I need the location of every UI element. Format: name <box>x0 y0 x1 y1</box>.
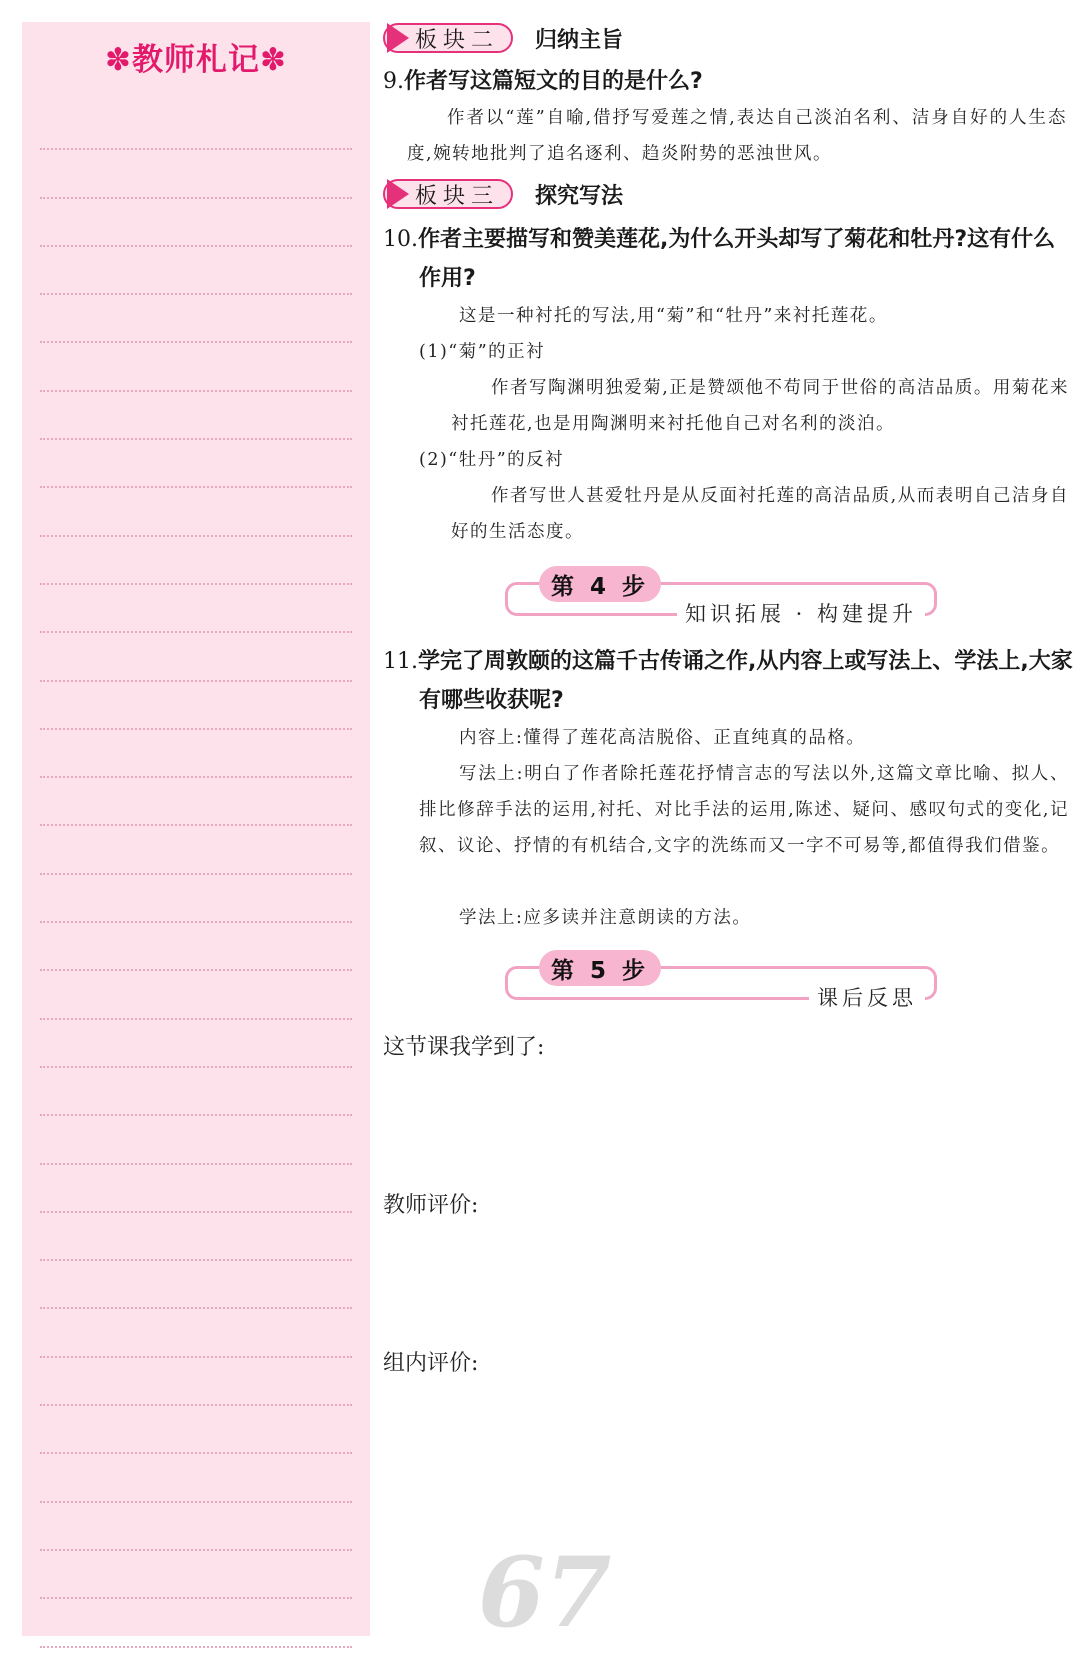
note-line <box>40 537 352 585</box>
flower-right-icon: ✽ <box>260 42 287 78</box>
section-label: 板块三 <box>415 183 500 209</box>
question-number: 11. <box>383 649 418 674</box>
page-number: 67 <box>478 1536 612 1649</box>
note-line <box>40 1165 352 1213</box>
question-11 <box>383 642 1073 720</box>
note-lines <box>40 102 352 1648</box>
question-text: 学完了周敦颐的这篇千古传诵之作,从内容上或写法上、学法上,大家有哪些收获呢? <box>418 649 1073 713</box>
step-label: 第 5 步 <box>539 950 661 986</box>
question-text: 作者写这篇短文的目的是什么? <box>404 69 703 94</box>
section-three-header <box>383 178 623 210</box>
question-number: 10. <box>383 227 418 252</box>
note-line <box>40 923 352 971</box>
note-line <box>40 1406 352 1454</box>
note-line <box>40 488 352 536</box>
answer-11-writing: 写法上:明白了作者除托莲花抒情言志的写法以外,这篇文章比喻、拟人、排比修辞手法的运用,衬托、对比手法的运用,陈述、疑问、感叹句式的变化,记叙、议论、抒情的有机结合,文字的洗练而又一字不可易等,都值得我们借鉴。 <box>419 764 1069 856</box>
note-line <box>40 440 352 488</box>
answer-10-point2-title: (2)“牡丹”的反衬 <box>419 450 565 470</box>
step-subtitle: 知识拓展 · 构建提升 <box>677 598 925 628</box>
section-two-header <box>383 22 623 54</box>
section-title: 归纳主旨 <box>535 27 624 53</box>
note-line <box>40 1020 352 1068</box>
question-text: 作者主要描写和赞美莲花,为什么开头却写了菊花和牡丹?这有什么作用? <box>418 227 1056 291</box>
question-9 <box>383 62 1073 101</box>
answer-11-content: 内容上:懂得了莲花高洁脱俗、正直纯真的品格。 <box>459 728 866 748</box>
step-subtitle: 课后反思 <box>809 982 925 1012</box>
answer-9: 作者以“莲”自喻,借抒写爱莲之情,表达自己淡泊名利、洁身自好的人生态度,婉转地批判了追名逐利、趋炎附势的恶浊世风。 <box>407 108 1067 164</box>
step-5-banner <box>505 950 945 1020</box>
note-line <box>40 150 352 198</box>
note-line <box>40 1599 352 1647</box>
answer-10-point1-title: (1)“菊”的正衬 <box>419 342 546 362</box>
note-line <box>40 875 352 923</box>
sidebar-title <box>22 34 370 79</box>
note-line <box>40 247 352 295</box>
note-line <box>40 392 352 440</box>
note-line <box>40 199 352 247</box>
note-line <box>40 971 352 1019</box>
note-line <box>40 730 352 778</box>
note-line <box>40 1309 352 1357</box>
note-line <box>40 102 352 150</box>
answer-10-intro: 这是一种衬托的写法,用“菊”和“牡丹”来衬托莲花。 <box>459 306 888 326</box>
note-line <box>40 295 352 343</box>
answer-10-point2-text: 作者写世人甚爱牡丹是从反面衬托莲的高洁品质,从而表明自己洁身自好的生活态度。 <box>451 486 1069 542</box>
note-line <box>40 585 352 633</box>
step-4-banner <box>505 566 945 636</box>
learned-prompt: 这节课我学到了: <box>383 1035 545 1060</box>
note-line <box>40 778 352 826</box>
flower-left-icon: ✽ <box>105 42 132 78</box>
question-10 <box>383 220 1073 298</box>
section-label: 板块二 <box>415 27 500 53</box>
section-badge <box>383 179 513 209</box>
answer-11-method: 学法上:应多读并注意朗读的方法。 <box>459 908 752 928</box>
note-line <box>40 826 352 874</box>
teacher-eval-prompt: 教师评价: <box>383 1193 479 1218</box>
note-line <box>40 682 352 730</box>
group-eval-prompt: 组内评价: <box>383 1351 479 1376</box>
note-line <box>40 1116 352 1164</box>
note-line <box>40 1261 352 1309</box>
note-line <box>40 1454 352 1502</box>
teacher-notes-sidebar <box>22 22 370 1636</box>
play-arrow-icon <box>387 23 409 53</box>
note-line <box>40 1068 352 1116</box>
note-line <box>40 1551 352 1599</box>
play-arrow-icon <box>387 179 409 209</box>
section-title: 探究写法 <box>535 183 624 209</box>
sidebar-title-text: 教师札记 <box>132 42 260 78</box>
step-label: 第 4 步 <box>539 566 661 602</box>
note-line <box>40 633 352 681</box>
note-line <box>40 343 352 391</box>
note-line <box>40 1213 352 1261</box>
note-line <box>40 1503 352 1551</box>
section-badge <box>383 23 513 53</box>
note-line <box>40 1358 352 1406</box>
answer-10-point1-text: 作者写陶渊明独爱菊,正是赞颂他不苟同于世俗的高洁品质。用菊花来衬托莲花,也是用陶渊明来衬托他自己对名利的淡泊。 <box>451 378 1069 434</box>
question-number: 9. <box>383 69 404 94</box>
